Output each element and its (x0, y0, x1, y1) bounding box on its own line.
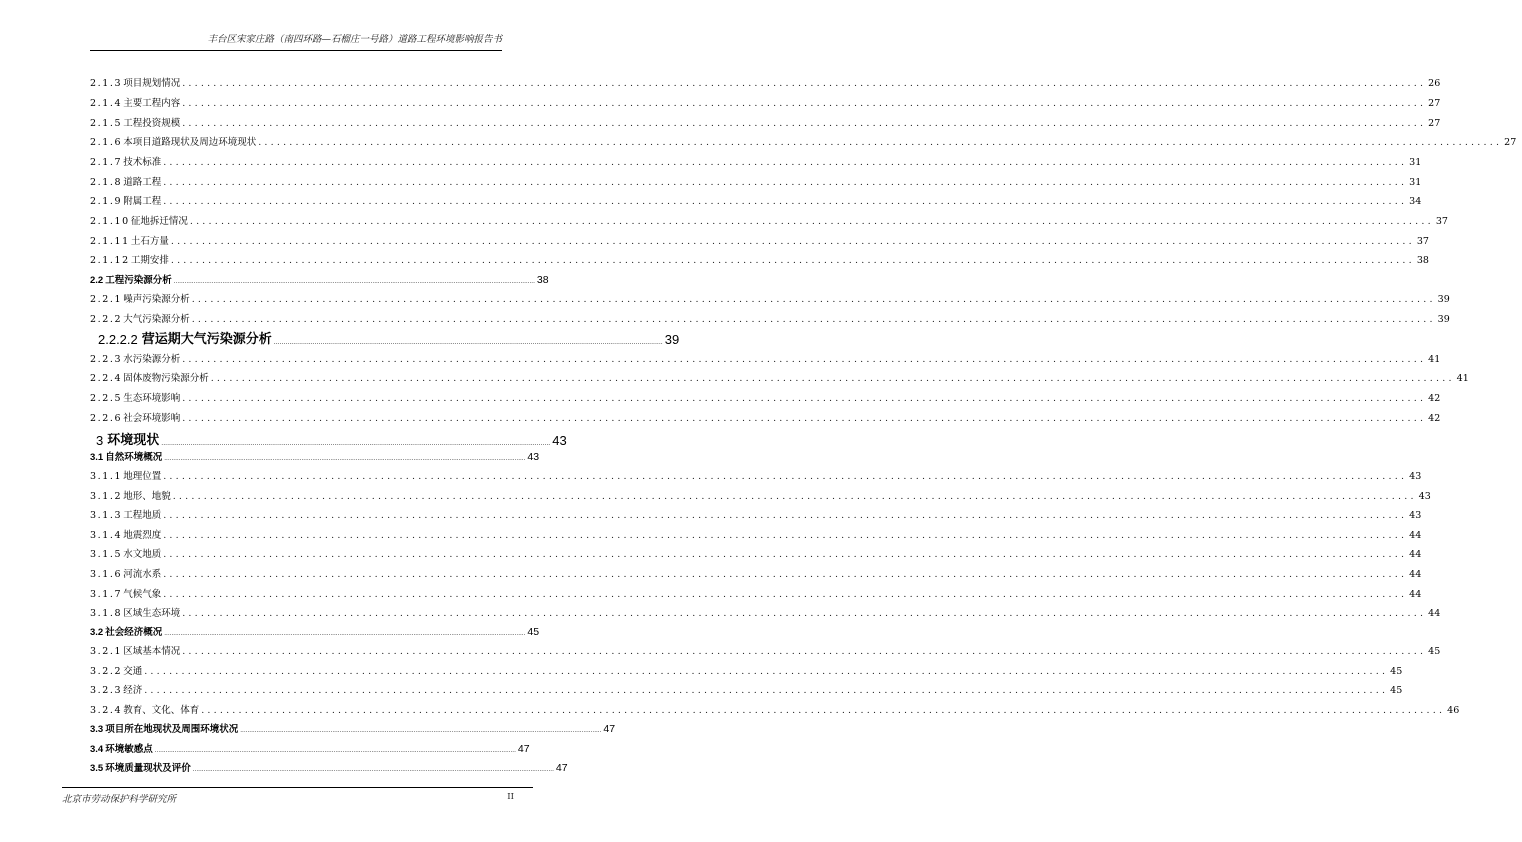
toc-entry[interactable] (90, 699, 1460, 716)
toc-entry[interactable] (90, 249, 1429, 266)
toc-entry-title: 道路工程 (123, 176, 162, 188)
toc-entry[interactable] (90, 602, 1441, 619)
toc-entry-title: 社会环境影响 (123, 412, 181, 424)
toc-leader-dots: ........................................................................................................................................................................................................ (161, 440, 551, 447)
toc-entry[interactable] (90, 738, 530, 755)
toc-entry-title: 土石方量 (130, 235, 169, 247)
toc-entry-page: 27 (1428, 97, 1441, 109)
toc-entry-title: 水文地质 (123, 548, 162, 560)
toc-entry[interactable] (90, 485, 1431, 502)
toc-entry-number: 2.2.2.2 (98, 332, 138, 347)
toc-entry-page: 31 (1409, 156, 1422, 168)
toc-leader-dots: ........................................................................................................................................................................................................ (210, 372, 1455, 384)
toc-entry-page: 45 (1390, 665, 1403, 677)
toc-entry-title: 项目所在地现状及周围环境状况 (105, 723, 239, 735)
toc-entry-title: 工程污染源分析 (105, 274, 172, 286)
toc-leader-dots: ........................................................................................................................................................................................................ (172, 490, 1417, 502)
toc-entry-page: 44 (1409, 548, 1422, 560)
toc-entry-number: 3.1.1 (90, 470, 123, 482)
toc-entry[interactable] (90, 210, 1448, 227)
toc-entry-page: 43 (1418, 490, 1431, 502)
toc-entry-title: 环境敏感点 (105, 743, 153, 755)
toc-entry[interactable] (90, 543, 1422, 560)
toc-entry-title: 工程投资规模 (123, 117, 181, 129)
toc-entry-page: 44 (1409, 529, 1422, 541)
toc-entry[interactable] (98, 328, 680, 347)
toc-leader-dots: ........................................................................................................................................................................................................ (182, 97, 1427, 109)
toc-entry-page: 42 (1428, 392, 1441, 404)
toc-entry-title: 自然环境概况 (105, 451, 163, 463)
toc-entry-title: 经济 (123, 684, 143, 696)
toc-entry-page: 41 (1428, 353, 1441, 365)
toc-leader-dots: ........................................................................................................................................................................................................ (173, 277, 535, 285)
toc-entry-page: 45 (1428, 645, 1441, 657)
toc-entry-title: 地理位置 (123, 470, 162, 482)
toc-entry-title: 环境现状 (107, 433, 160, 448)
toc-leader-dots: ........................................................................................................................................................................................................ (189, 215, 1434, 227)
toc-entry-number: 2.1.12 (90, 254, 130, 266)
toc-leader-dots: ........................................................................................................................................................................................................ (164, 454, 526, 462)
toc-entry-number: 2.1.4 (90, 97, 123, 109)
toc-entry[interactable] (90, 660, 1403, 677)
toc-entry-page: 43 (1409, 509, 1422, 521)
toc-entry-number: 3.1.4 (90, 529, 123, 541)
toc-leader-dots: ........................................................................................................................................................................................................ (182, 353, 1427, 365)
toc-entry-title: 技术标准 (123, 156, 162, 168)
toc-entry-page: 27 (1504, 136, 1517, 148)
toc-leader-dots: ........................................................................................................................................................................................................ (192, 765, 554, 773)
toc-leader-dots: ........................................................................................................................................................................................................ (182, 117, 1427, 129)
toc-entry[interactable] (90, 504, 1422, 521)
toc-entry[interactable] (90, 171, 1422, 188)
toc-entry-number: 3.2 (90, 626, 104, 638)
toc-entry[interactable] (90, 348, 1441, 365)
toc-entry-title: 固体废物污染源分析 (123, 372, 209, 384)
toc-entry[interactable] (90, 151, 1422, 168)
toc-entry[interactable] (90, 718, 616, 735)
toc-entry-number: 3.2.1 (90, 645, 123, 657)
toc-entry-title: 噪声污染源分析 (123, 293, 190, 305)
toc-entry[interactable] (90, 269, 549, 286)
toc-leader-dots: ........................................................................................................................................................................................................ (163, 548, 1408, 560)
toc-entry-number: 3.2.4 (90, 704, 123, 716)
toc-entry[interactable] (90, 407, 1441, 424)
toc-entry-title: 地形、地貌 (123, 490, 171, 502)
toc-entry-title: 环境质量现状及评价 (105, 762, 191, 774)
toc-entry-number: 2.2.5 (90, 392, 123, 404)
toc-leader-dots: ........................................................................................................................................................................................................ (163, 529, 1408, 541)
toc-entry[interactable] (96, 429, 567, 448)
toc-leader-dots: ........................................................................................................................................................................................................ (163, 470, 1408, 482)
toc-entry-page: 43 (552, 433, 567, 448)
toc-entry-number: 3.1.8 (90, 607, 123, 619)
toc-entry-number: 2.1.11 (90, 235, 130, 247)
toc-leader-dots: ........................................................................................................................................................................................................ (201, 704, 1446, 716)
toc-leader-dots: ........................................................................................................................................................................................................ (144, 684, 1389, 696)
toc-entry-page: 26 (1428, 77, 1441, 89)
toc-entry-number: 2.2 (90, 274, 104, 286)
toc-leader-dots: ........................................................................................................................................................................................................ (163, 176, 1408, 188)
toc-entry[interactable] (90, 621, 540, 638)
toc-entry-number: 3.1.3 (90, 509, 123, 521)
toc-leader-dots: ........................................................................................................................................................................................................ (170, 254, 1415, 266)
toc-entry-title: 区域生态环境 (123, 607, 181, 619)
toc-entry-title: 区域基本情况 (123, 645, 181, 657)
toc-entry[interactable] (90, 524, 1422, 541)
toc-entry-title: 大气污染源分析 (123, 313, 190, 325)
toc-entry-number: 2.1.5 (90, 117, 123, 129)
toc-leader-dots: ........................................................................................................................................................................................................ (182, 645, 1427, 657)
toc-entry-number: 3.1.7 (90, 588, 123, 600)
toc-entry[interactable] (90, 640, 1441, 657)
toc-leader-dots: ........................................................................................................................................................................................................ (191, 313, 1436, 325)
toc-leader-dots: ........................................................................................................................................................................................................ (154, 746, 516, 754)
toc-entry-page: 38 (1416, 254, 1429, 266)
toc-entry-number: 2.2.4 (90, 372, 123, 384)
toc-entry-number: 2.1.8 (90, 176, 123, 188)
toc-entry-title: 工期安排 (130, 254, 169, 266)
toc-entry-number: 3.1 (90, 451, 104, 463)
toc-entry-number: 3.5 (90, 762, 104, 774)
toc-entry-title: 教育、文化、体育 (123, 704, 200, 716)
toc-entry-page: 38 (536, 273, 549, 286)
toc-entry-number: 2.1.9 (90, 195, 123, 207)
toc-entry-page: 44 (1409, 568, 1422, 580)
toc-entry-page: 47 (555, 761, 568, 774)
toc-entry-number: 3.2.2 (90, 665, 123, 677)
toc-entry-number: 2.2.3 (90, 353, 123, 365)
toc-entry[interactable] (90, 288, 1450, 305)
header-rule (90, 50, 502, 51)
toc-entry[interactable] (90, 190, 1422, 207)
toc-entry[interactable] (90, 679, 1403, 696)
toc-entry[interactable] (90, 387, 1441, 404)
toc-entry-title: 本项目道路现状及周边环境现状 (123, 136, 257, 148)
toc-entry-page: 43 (1409, 470, 1422, 482)
toc-leader-dots: ........................................................................................................................................................................................................ (163, 568, 1408, 580)
toc-leader-dots: ........................................................................................................................................................................................................ (258, 136, 1503, 148)
toc-entry-title: 营运期大气污染源分析 (141, 332, 272, 347)
toc-entry-page: 43 (527, 450, 540, 463)
toc-entry-number: 3.1.5 (90, 548, 123, 560)
toc-entry-title: 主要工程内容 (123, 97, 181, 109)
toc-leader-dots: ........................................................................................................................................................................................................ (182, 412, 1427, 424)
toc-leader-dots: ........................................................................................................................................................................................................ (163, 509, 1408, 521)
toc-entry[interactable] (90, 583, 1422, 600)
footer-page-number: II (507, 792, 514, 802)
running-header: 丰台区宋家庄路（南四环路—石榴庄一号路）道路工程环境影响报告书 (207, 34, 502, 45)
footer-rule (62, 787, 533, 788)
toc-entry-page: 44 (1428, 607, 1441, 619)
toc-entry-page: 42 (1428, 412, 1441, 424)
toc-leader-dots: ........................................................................................................................................................................................................ (170, 235, 1415, 247)
toc-entry-page: 45 (527, 625, 540, 638)
toc-entry-page: 39 (664, 332, 680, 347)
toc-entry-page: 41 (1456, 372, 1469, 384)
toc-leader-dots: ........................................................................................................................................................................................................ (182, 392, 1427, 404)
toc-leader-dots: ........................................................................................................................................................................................................ (163, 588, 1408, 600)
toc-entry-page: 47 (603, 722, 616, 735)
toc-entry-number: 3 (96, 433, 104, 448)
toc-leader-dots: ........................................................................................................................................................................................................ (240, 726, 602, 734)
toc-leader-dots: ........................................................................................................................................................................................................ (144, 665, 1389, 677)
toc-entry-title: 项目规划情况 (123, 77, 181, 89)
toc-entry-number: 3.2.3 (90, 684, 123, 696)
toc-leader-dots: ........................................................................................................................................................................................................ (191, 293, 1436, 305)
toc-leader-dots: ........................................................................................................................................................................................................ (182, 77, 1427, 89)
toc-entry[interactable] (90, 92, 1441, 109)
toc-entry[interactable] (90, 112, 1441, 129)
toc-entry-number: 2.2.2 (90, 313, 123, 325)
toc-entry-number: 2.2.6 (90, 412, 123, 424)
toc-entry-title: 交通 (123, 665, 143, 677)
toc-leader-dots: ........................................................................................................................................................................................................ (273, 339, 663, 346)
toc-entry-number: 2.1.10 (90, 215, 130, 227)
toc-entry[interactable] (90, 757, 568, 774)
toc-entry-title: 河流水系 (123, 568, 162, 580)
toc-entry-page: 37 (1416, 235, 1429, 247)
toc-entry[interactable] (90, 446, 540, 463)
toc-entry-page: 47 (517, 742, 530, 755)
toc-entry-title: 气候气象 (123, 588, 162, 600)
toc-entry-number: 3.4 (90, 743, 104, 755)
toc-entry[interactable] (90, 230, 1429, 247)
toc-entry[interactable] (90, 131, 1517, 148)
toc-entry-page: 39 (1437, 313, 1450, 325)
toc-leader-dots: ........................................................................................................................................................................................................ (163, 195, 1408, 207)
toc-entry-number: 3.3 (90, 723, 104, 735)
toc-entry-title: 征地拆迁情况 (130, 215, 188, 227)
toc-entry-number: 3.1.2 (90, 490, 123, 502)
toc-entry-page: 46 (1447, 704, 1460, 716)
toc-entry[interactable] (90, 308, 1450, 325)
toc-entry-title: 地震烈度 (123, 529, 162, 541)
toc-entry-title: 水污染源分析 (123, 353, 181, 365)
toc-entry-number: 2.1.3 (90, 77, 123, 89)
toc-entry-page: 34 (1409, 195, 1422, 207)
toc-entry[interactable] (90, 72, 1441, 89)
toc-entry-number: 2.2.1 (90, 293, 123, 305)
toc-entry-title: 工程地质 (123, 509, 162, 521)
toc-entry-title: 附属工程 (123, 195, 162, 207)
toc-entry[interactable] (90, 367, 1469, 384)
toc-entry-page: 44 (1409, 588, 1422, 600)
toc-entry-page: 39 (1437, 293, 1450, 305)
toc-leader-dots: ........................................................................................................................................................................................................ (164, 629, 526, 637)
toc-entry-number: 2.1.7 (90, 156, 123, 168)
toc-entry-title: 社会经济概况 (105, 626, 163, 638)
toc-entry[interactable] (90, 465, 1422, 482)
footer-organization: 北京市劳动保护科学研究所 (62, 794, 177, 805)
toc-entry[interactable] (90, 563, 1422, 580)
toc-leader-dots: ........................................................................................................................................................................................................ (182, 607, 1427, 619)
toc-entry-number: 2.1.6 (90, 136, 123, 148)
toc-entry-page: 37 (1435, 215, 1448, 227)
toc-entry-page: 27 (1428, 117, 1441, 129)
toc-entry-title: 生态环境影响 (123, 392, 181, 404)
toc-entry-page: 45 (1390, 684, 1403, 696)
toc-entry-page: 31 (1409, 176, 1422, 188)
toc-leader-dots: ........................................................................................................................................................................................................ (163, 156, 1408, 168)
toc-entry-number: 3.1.6 (90, 568, 123, 580)
